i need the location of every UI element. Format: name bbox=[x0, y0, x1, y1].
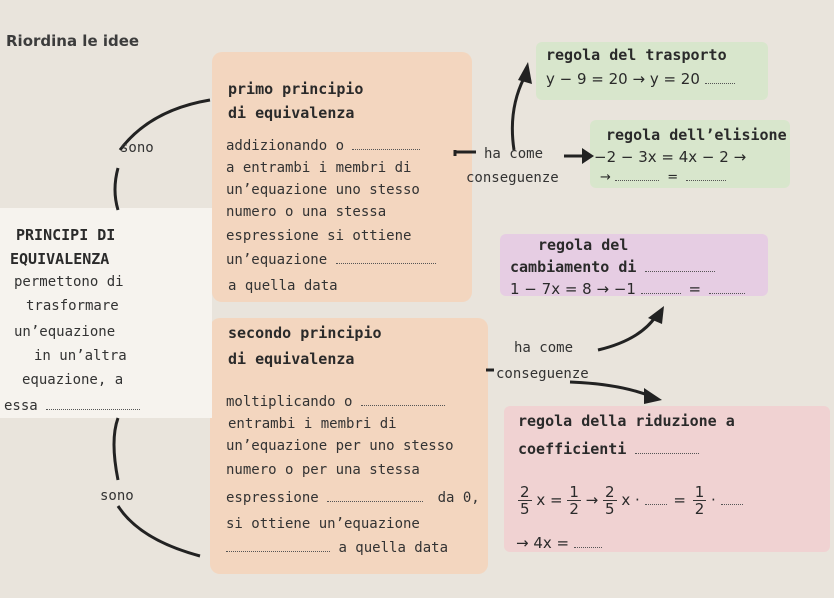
elisione-equation: −2 − 3x = 4x − 2 → bbox=[594, 148, 747, 166]
trasporto-equation bbox=[546, 70, 735, 88]
cambiamento-blank-3[interactable] bbox=[709, 293, 745, 294]
primo-line-7: a quella data bbox=[228, 278, 338, 294]
secondo-line-3: un’equazione per uno stesso bbox=[226, 438, 454, 454]
riduzione-title-line1: regola della riduzione a bbox=[518, 412, 735, 430]
riduzione-equals: = bbox=[673, 491, 686, 509]
fraction-two-fifths-a: $\frac{2}{5}$ bbox=[520, 483, 530, 518]
cambiamento-equation bbox=[510, 280, 745, 298]
riduzione-last-text: → 4x = bbox=[516, 534, 570, 552]
primo-line-2: a entrambi i membri di bbox=[226, 160, 412, 176]
secondo-blank-2[interactable] bbox=[327, 501, 423, 502]
primo-line1-text: addizionando o bbox=[226, 138, 345, 154]
primo-line-1 bbox=[226, 138, 420, 154]
left-text-trasformare: trasformare bbox=[26, 298, 119, 314]
primo-line-5: espressione si ottiene bbox=[226, 228, 412, 244]
elisione-equation-2 bbox=[600, 170, 726, 185]
fraction-two-fifths-b: $\frac{2}{5}$ bbox=[605, 483, 615, 518]
secondo-line-6: si ottiene un’equazione bbox=[226, 516, 420, 532]
secondo-blank-3[interactable] bbox=[226, 551, 330, 552]
cambiamento-title-line1: regola del bbox=[538, 236, 629, 254]
riduzione-dot: · bbox=[711, 491, 716, 509]
cambiamento-equals: = bbox=[688, 280, 702, 298]
elisione-equals: = bbox=[667, 170, 679, 185]
left-text-equazione-a: equazione, a bbox=[22, 372, 124, 388]
riduzione-arrow: → bbox=[585, 491, 599, 509]
ha-come-label-1: ha come bbox=[484, 146, 544, 162]
riduzione-blank-2[interactable] bbox=[645, 504, 667, 505]
secondo-line-7 bbox=[226, 540, 448, 556]
primo-line-6 bbox=[226, 252, 436, 268]
primo-blank-2[interactable] bbox=[336, 263, 436, 264]
secondo-line5-text: espressione bbox=[226, 490, 319, 506]
cambiamento-title-line2 bbox=[510, 258, 715, 276]
secondo-title-line2: di equivalenza bbox=[228, 350, 355, 368]
primo-blank-1[interactable] bbox=[352, 149, 420, 150]
cambiamento-blank-1[interactable] bbox=[645, 271, 715, 272]
secondo-blank-1[interactable] bbox=[361, 405, 445, 406]
left-text-permettono: permettono di bbox=[14, 274, 124, 290]
principi-heading-line2: EQUIVALENZA bbox=[10, 250, 110, 268]
elisione-blank-1[interactable] bbox=[615, 180, 659, 181]
elisione-blank-2[interactable] bbox=[686, 180, 726, 181]
primo-line-4: numero o una stessa bbox=[226, 204, 387, 220]
riduzione-blank-1[interactable] bbox=[635, 453, 699, 454]
riduzione-last-line bbox=[516, 534, 602, 552]
left-text-unequazione: un’equazione bbox=[14, 324, 116, 340]
primo-line-3: un’equazione uno stesso bbox=[226, 182, 420, 198]
cambiamento-blank-2[interactable] bbox=[641, 293, 681, 294]
secondo-line5b-text: da 0, bbox=[437, 490, 480, 506]
secondo-line7-text: a quella data bbox=[338, 540, 449, 556]
cambiamento-eq-text: 1 − 7x = 8 → −1 bbox=[510, 280, 636, 298]
secondo-line-1 bbox=[226, 394, 445, 410]
conseguenze-label-2: conseguenze bbox=[496, 366, 589, 382]
ha-come-label-2: ha come bbox=[514, 340, 574, 356]
page-title: Riordina le idee bbox=[6, 32, 140, 50]
secondo-line-4: numero o per una stessa bbox=[226, 462, 420, 478]
riduzione-equation bbox=[518, 484, 743, 517]
riduzione-blank-3[interactable] bbox=[721, 504, 743, 505]
secondo-title-line1: secondo principio bbox=[228, 324, 382, 342]
trasporto-blank[interactable] bbox=[705, 83, 735, 84]
elisione-arrow: → bbox=[600, 170, 611, 185]
conseguenze-label-1: conseguenze bbox=[466, 170, 559, 186]
secondo-line-5 bbox=[226, 490, 480, 506]
riduzione-x-dot: x · bbox=[621, 491, 640, 509]
riduzione-title-line2 bbox=[518, 440, 699, 458]
cambiamento-title2-text: cambiamento di bbox=[510, 258, 637, 276]
left-text-essa bbox=[4, 398, 140, 414]
trasporto-eq-text: y − 9 = 20 → y = 20 bbox=[546, 70, 700, 88]
secondo-line1-text: moltiplicando o bbox=[226, 394, 353, 410]
riduzione-x-equals: x = bbox=[536, 491, 563, 509]
essa-label: essa bbox=[4, 398, 38, 414]
sono-bottom-label: sono bbox=[100, 488, 134, 504]
left-text-in-unaltra: in un’altra bbox=[34, 348, 127, 364]
fraction-one-half-b: $\frac{1}{2}$ bbox=[694, 483, 705, 518]
fraction-one-half-a: $\frac{1}{2}$ bbox=[569, 483, 579, 518]
riduzione-title2-text: coefficienti bbox=[518, 440, 627, 458]
riduzione-blank-4[interactable] bbox=[574, 547, 602, 548]
primo-line6-text: un’equazione bbox=[226, 252, 328, 268]
secondo-line-2: entrambi i membri di bbox=[228, 416, 397, 432]
elisione-title: regola dell’elisione bbox=[606, 126, 787, 144]
primo-title-line2: di equivalenza bbox=[228, 104, 355, 122]
primo-title-line1: primo principio bbox=[228, 80, 364, 98]
principi-heading-line1: PRINCIPI DI bbox=[16, 226, 116, 244]
sono-top-label: sono bbox=[120, 140, 154, 156]
trasporto-title: regola del trasporto bbox=[546, 46, 727, 64]
essa-blank[interactable] bbox=[46, 409, 140, 410]
